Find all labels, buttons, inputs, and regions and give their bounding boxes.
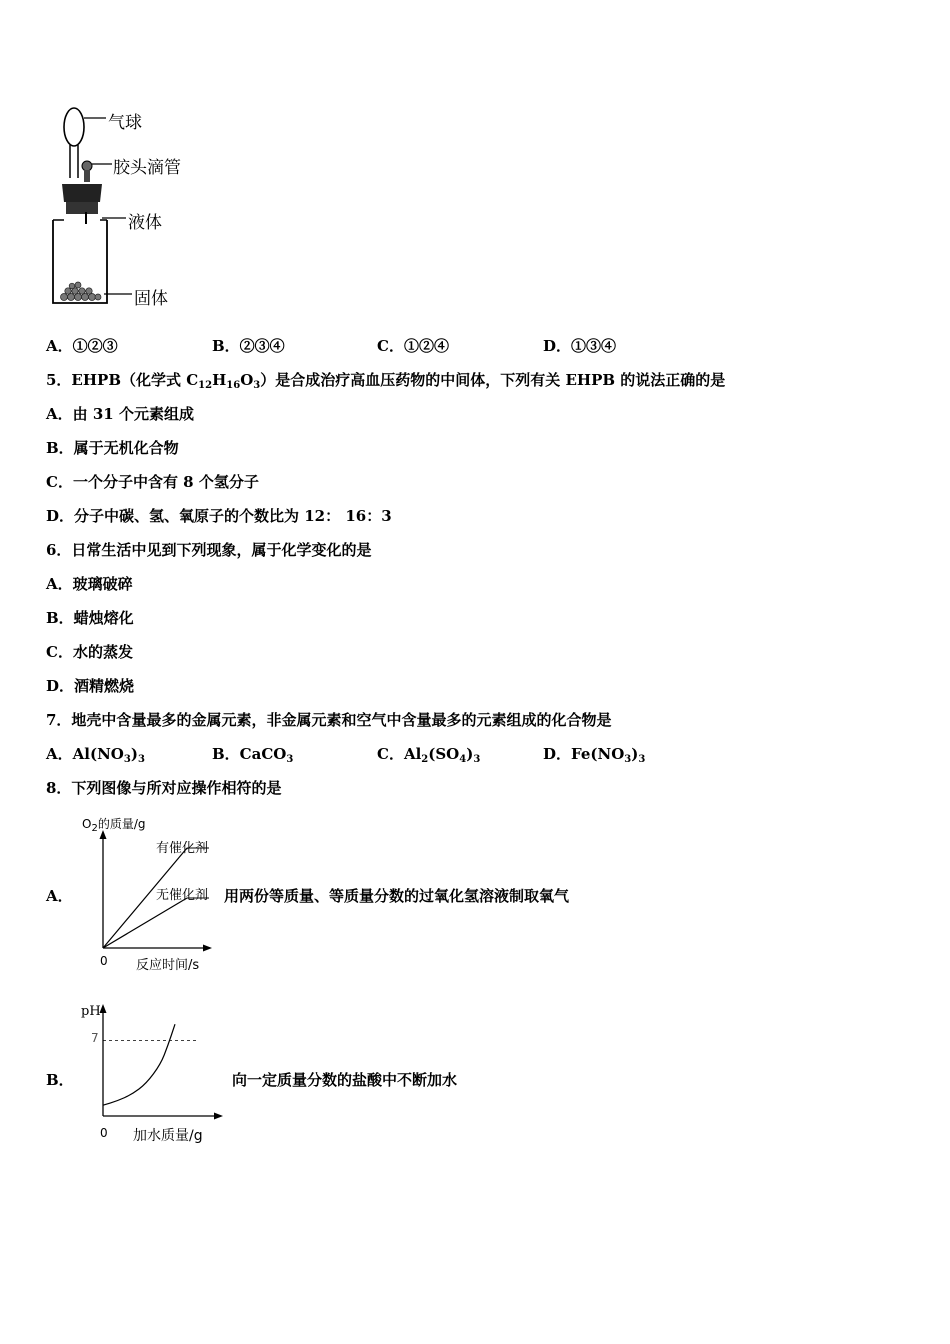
dropper-label: 胶头滴管 [113, 158, 181, 178]
chart-a-line-no-catalyst [103, 898, 187, 948]
chart-a-x-label: 反应时间/s [136, 958, 200, 973]
chart-a-x-arrow [203, 945, 212, 952]
q8-option-b-label: B． [46, 1071, 74, 1089]
apparatus-figure [40, 100, 220, 315]
q4-option-b: B．②③④ [212, 337, 285, 355]
q7-option-a: A．$Al(NO_3)_3$ [46, 745, 145, 765]
stopper [62, 184, 102, 202]
chart-a-origin: 0 [100, 954, 108, 968]
q6-option-d: D．酒精燃烧 [46, 677, 135, 695]
q5-option-c: C．一个分子中含有 8 个氢分子 [46, 473, 259, 491]
q5-option-d: D．分子中碳、氢、氧原子的个数比为 12： 16：3 [46, 507, 392, 525]
chart-b-origin: 0 [100, 1126, 108, 1140]
q4-option-d: D．①③④ [543, 337, 617, 355]
q5-stem: 5．EHPB（化学式 $C_{12}H_{16}O_3$）是合成治疗高血压药物的中间体，下列有关 EHPB 的说法正确的是 [46, 371, 726, 391]
chart-b-curve [103, 1024, 175, 1105]
q8-option-a-label: A． [46, 887, 73, 905]
q6-option-a: A．玻璃破碎 [46, 575, 133, 593]
chart-a-series-label-no-catalyst: 无催化剂 [156, 888, 209, 903]
liquid-label: 液体 [128, 213, 162, 233]
chart-b-y-label: pH [81, 1004, 101, 1019]
chart-b-x-label: 加水质量/g [133, 1128, 203, 1144]
q6-stem: 6．日常生活中见到下列现象，属于化学变化的是 [46, 541, 372, 559]
q5-option-b: B．属于无机化合物 [46, 439, 179, 457]
chart-a-y-label: $O_2$的质量/g [82, 817, 146, 834]
q6-option-b: B．蜡烛熔化 [46, 609, 134, 627]
q7-stem: 7．地壳中含量最多的金属元素，非金属元素和空气中含量最多的元素组成的化合物是 [46, 711, 612, 729]
chart-b-x-arrow [214, 1113, 223, 1120]
q8-option-b-text: 向一定质量分数的盐酸中不断加水 [232, 1071, 458, 1089]
q4-option-c: C．①②④ [377, 337, 449, 355]
q7-option-c: C．$Al_2(SO_4)_3$ [377, 745, 481, 765]
q7-option-d: D．$Fe(NO_3)_3$ [543, 745, 646, 765]
dropper-bulb [82, 161, 92, 171]
solid-label: 固体 [134, 289, 168, 309]
q4-option-a: A．①②③ [46, 337, 118, 355]
chart-a-series-label-catalyst: 有催化剂 [156, 841, 209, 856]
solid-particles [61, 282, 102, 301]
q5-option-a: A．由 31 个元素组成 [46, 405, 194, 423]
q8-stem: 8．下列图像与所对应操作相符的是 [46, 779, 282, 797]
balloon-shape [64, 108, 84, 146]
q8-option-a-text: 用两份等质量、等质量分数的过氧化氢溶液制取氧气 [224, 887, 570, 905]
chart-a [78, 812, 228, 972]
balloon-label: 气球 [108, 113, 142, 133]
chart-b [78, 998, 228, 1148]
chart-b-ref-tick: 7 [91, 1031, 99, 1046]
q6-option-c: C．水的蒸发 [46, 643, 133, 661]
q7-option-b: B．CaCO$_3$ [212, 745, 294, 765]
